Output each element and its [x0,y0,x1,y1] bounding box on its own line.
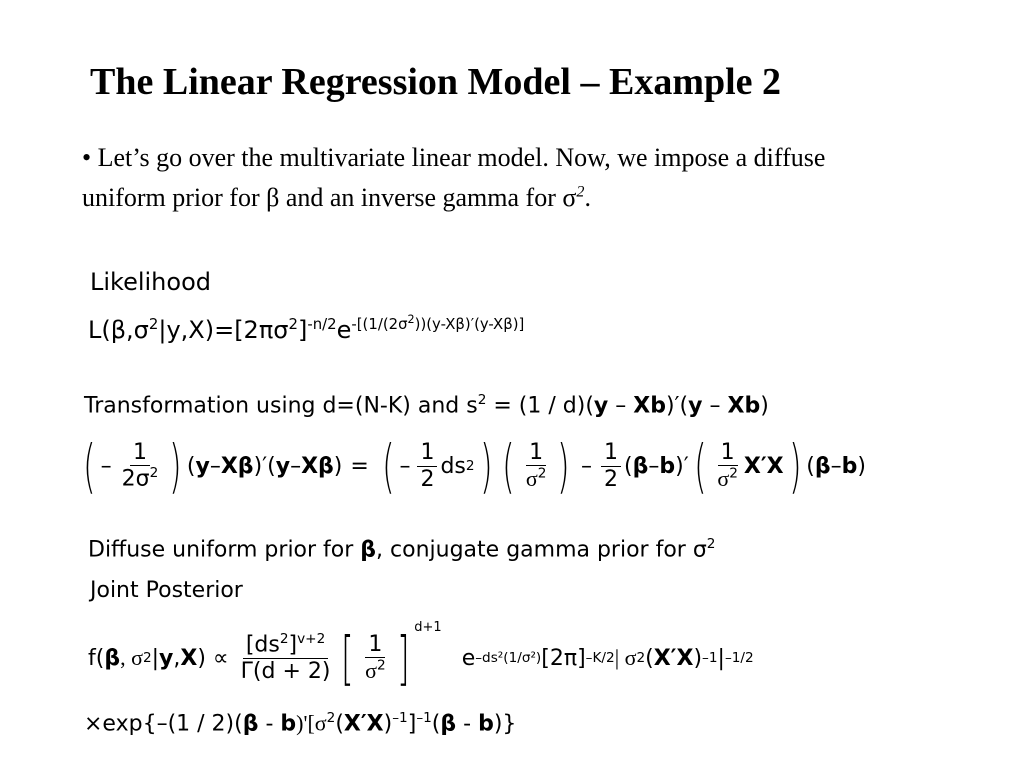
posterior-exp-line: $\times\exp\{-(1 / 2)(\beta - b)'[\sigma^2(X'X)^{-1}]^{-1}(\beta - b)\}$ [84,710,517,737]
transformation-line: Transformation using d=(N-K) and $s^2 = (1 / d)(y - Xb)'(y - Xb)$ [84,392,769,419]
expansion-equation: ( – $\frac{1}{2\sigma^2}$ ) ( y – Xβ )′( y – Xβ ) = ( – $\frac{1}{2}$ ds 2 ) ( $\frac{1}{\sigma^2}$ ) – $\frac{1}{2}$ ( β – b )′ ( $\frac{1}{\sigma^2}$ X′X ) ( β – b ) [83,432,866,500]
bullet-line-2: uniform prior for β and an inverse gamma for $\sigma^2$. [82,183,591,212]
likelihood-label: Likelihood [90,268,211,296]
joint-posterior-label: Joint Posterior [90,578,243,603]
likelihood-formula: $L(\beta,\sigma^2|y,X)=[2\pi\sigma^2]^{-n/2}e^{-[(1/(2\sigma^2))(y-X\beta)'(y-X\beta)]}$ [88,313,525,344]
slide-title: The Linear Regression Model – Example 2 [90,61,782,103]
posterior-equation: f( β , σ 2 | y , X ) ∝ $\frac{[ds^2]^{v+2}}{\Gamma(d + 2)}$ [ $\frac{1}{\sigma^2}$ ] d+1 e –ds²(1/σ²) [2π] –K/2 | σ 2 ( X′X ) –1 | –1/2 [88,620,754,692]
prior-line: Diffuse uniform prior for β, conjugate gamma prior for $\sigma^2$ [88,536,716,563]
bullet-line-1: • Let’s go over the multivariate linear model. Now, we impose a diffuse [82,143,826,172]
